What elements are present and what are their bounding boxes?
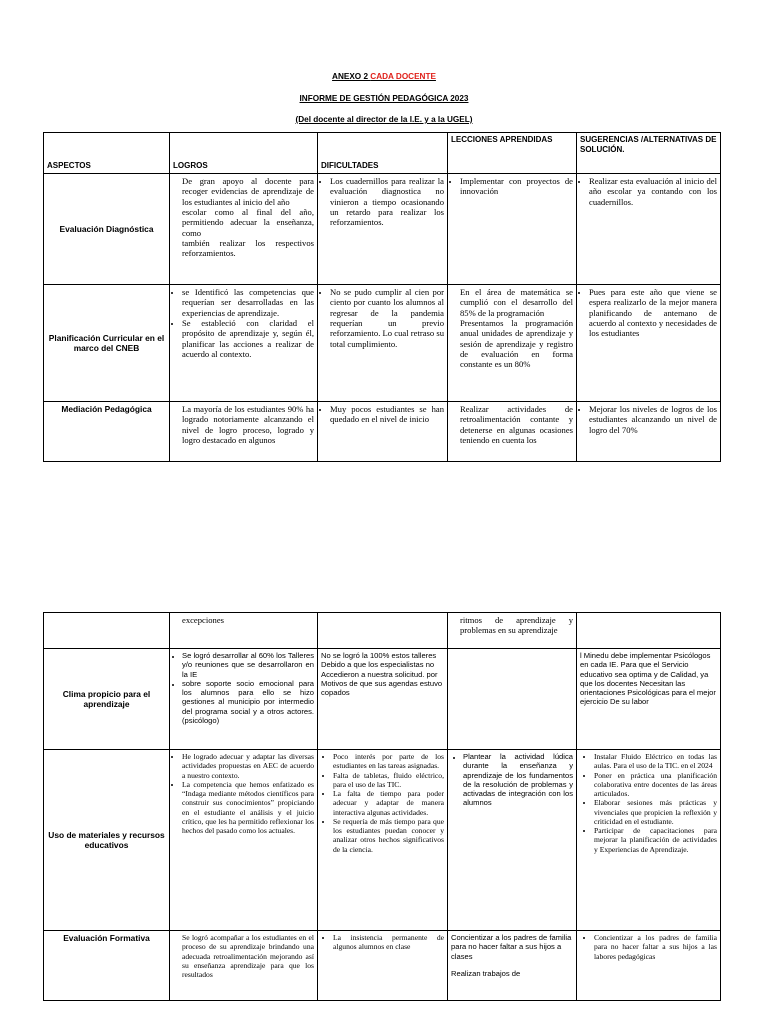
sugerencias-cell xyxy=(577,613,721,649)
dificultades-cell xyxy=(318,931,448,1001)
list-item: • se Identificó las competencias que requerían ser desarrolladas en las experiencias de aprendizaje. xyxy=(182,287,314,318)
list-item: • La insistencia permanente de algunos alumnos en clase xyxy=(333,933,444,952)
lecciones-cell xyxy=(448,285,577,402)
dificultades-cell xyxy=(318,750,448,931)
list-item: • Mejorar los niveles de logros de los estudiantes alcanzando un nivel de logro del 70% xyxy=(589,404,717,435)
sugerencias-cell xyxy=(577,285,721,402)
list-item: • Se estableció con claridad el propósito de aprendizaje y, según él, planificar las acciones a realizar de acuerdo al contexto. xyxy=(182,318,314,359)
list-item: • La mayoría de los estudiantes 90% ha logrado notoriamente alcanzando el nivel de logro proceso, logrado y logro destacado en algunos xyxy=(182,404,314,445)
list-item: • sobre soporte socio emocional para los alumnos para ello se hizo gestiones al municipio por intermedio del programa social y a otros actores. (psicólogo) xyxy=(182,679,314,725)
aspect-cell xyxy=(44,613,170,649)
logros-cell xyxy=(170,402,318,462)
col-dificultades: DIFICULTADES xyxy=(318,133,448,174)
aspect-cell: Evaluación Diagnóstica xyxy=(44,174,170,285)
logros-cell xyxy=(170,174,318,285)
aspect-cell: Planificación Curricular en el marco del CNEB xyxy=(44,285,170,402)
report-table-2 xyxy=(43,612,721,1001)
list-item: • Plantear la actividad lúdica durante la enseñanza y aprendizaje de los fundamentos de la resolución de problemas y activadas de integración con los alumnos xyxy=(463,752,573,808)
table-header-row xyxy=(44,133,721,174)
aspect-cell: Uso de materiales y recursos educativos xyxy=(44,750,170,931)
list-item: • En el área de matemática se cumplió con el desarrollo del 85% de la programación xyxy=(460,287,573,318)
list-item: • Poco interés por parte de los estudiantes en las tareas asignadas. xyxy=(333,752,444,771)
list-item: • Concientizar a los padres de familia para no hacer faltar a sus hijos a las labores pedagógicas xyxy=(594,933,717,961)
list-item: • escolar como al final del año, permitiendo adecuar la enseñanza, como xyxy=(182,207,314,238)
list-item: • No se pudo cumplir al cien por ciento por cuanto los alumnos al regresar de la pandemia requerían un previo reforzamiento. Lo cual retraso su total cumplimiento. xyxy=(330,287,444,349)
dificultades-cell xyxy=(318,613,448,649)
lecciones-cell xyxy=(448,174,577,285)
logros-cell: excepciones xyxy=(170,613,318,649)
dificultades-cell xyxy=(318,174,448,285)
lecciones-cell xyxy=(448,931,577,1001)
logros-cell xyxy=(170,750,318,931)
list-item: • Presentamos la programación anual unidades de aprendizaje y sesión de aprendizaje y registro de evaluación en forma constante es un 80% xyxy=(460,318,573,370)
lecciones-cell: ritmos de aprendizaje y problemas en su aprendizaje xyxy=(448,613,577,649)
annex-title xyxy=(0,72,768,81)
dificultades-cell: No se logró la 100% estos talleres Debido a que los especialistas no Accedieron a nuestra solicitud. por Motivos de que sus agendas estuvo copados xyxy=(318,649,448,750)
col-aspectos: ASPECTOS xyxy=(44,133,170,174)
table-row xyxy=(44,402,721,462)
list-item: • De gran apoyo al docente para recoger evidencias de aprendizaje de los estudiantes al inicio del año xyxy=(182,176,314,207)
sugerencias-cell: l Minedu debe implementar Psicólogos en cada IE. Para que el Servicio educativo sea optima y de Calidad, ya que los docentes Necesitan las orientaciones Psicológicas para el mejor ejercicio De su labor xyxy=(577,649,721,750)
report-table-1 xyxy=(43,132,721,462)
logros-cell xyxy=(170,649,318,750)
list-item: • Se logró acompañar a los estudiantes en el proceso de su aprendizaje brindando una adecuada retroalimentación mejorando así su enseñanza aprendizaje para que los resultados xyxy=(182,933,314,979)
annex-prefix: ANEXO 2 xyxy=(332,72,371,81)
sugerencias-cell xyxy=(577,750,721,931)
logros-cell xyxy=(170,285,318,402)
list-item: • Poner en práctica una planificación colaborativa entre docentes de las áreas articulados. xyxy=(594,771,717,799)
dificultades-cell xyxy=(318,402,448,462)
list-item: • Realizar actividades de retroalimentación contante y detenerse en algunas ocasiones teniendo en cuenta los xyxy=(460,404,573,445)
logros-cell xyxy=(170,931,318,1001)
col-lecciones: LECCIONES APRENDIDAS xyxy=(448,133,577,174)
list-item: • He logrado adecuar y adaptar las diversas actividades propuestas en AEC de acuerdo a nuestro contexto. xyxy=(182,752,314,780)
table-row xyxy=(44,931,721,1001)
lecciones-paragraph: Concientizar a los padres de familia para no hacer faltar a sus hijos a clases xyxy=(451,933,572,961)
table-row xyxy=(44,174,721,285)
lecciones-cell xyxy=(448,649,577,750)
aspect-cell: Mediación Pedagógica xyxy=(44,402,170,462)
lecciones-paragraph: Realizan trabajos de xyxy=(451,968,521,978)
list-item: • Participar de capacitaciones para mejorar la planificación de actividades y Experiencias de Aprendizaje. xyxy=(594,826,717,854)
sugerencias-cell xyxy=(577,174,721,285)
list-item: • Elaborar sesiones más prácticas y vivenciales que propicien la reflexión y criticidad en el estudiante. xyxy=(594,798,717,826)
list-item: • Los cuadernillos para realizar la evaluación diagnostica no vinieron a tiempo ocasionando un retardo para realizar los reforzamientos. xyxy=(330,176,444,228)
annex-suffix: CADA DOCENTE xyxy=(370,72,436,81)
table-row xyxy=(44,649,721,750)
dificultades-cell xyxy=(318,285,448,402)
col-sugerencias: SUGERENCIAS /ALTERNATIVAS DE SOLUCIÓN. xyxy=(577,133,721,174)
list-item: • Realizar esta evaluación al inicio del año escolar ya contando con los cuadernillos. xyxy=(589,176,717,207)
lecciones-cell xyxy=(448,402,577,462)
table-row xyxy=(44,613,721,649)
list-item: • Se logró desarrollar al 60% los Talleres y/o reuniones que se desarrollaron en la IE xyxy=(182,651,314,679)
table-row xyxy=(44,750,721,931)
report-subtitle: (Del docente al director de la I.E. y a la UGEL) xyxy=(295,115,473,124)
report-title: INFORME DE GESTIÓN PEDAGÓGICA 2023 xyxy=(299,94,469,103)
list-item: • Pues para este año que viene se espera realizarlo de la mejor manera planificando de antemano de acuerdo al contexto y necesidades de los estudiantes xyxy=(589,287,717,339)
list-item: • La falta de tiempo para poder adecuar y adaptar de manera interactiva algunas actividades. xyxy=(333,789,444,817)
col-logros: LOGROS xyxy=(170,133,318,174)
list-item: • Implementar con proyectos de innovación xyxy=(460,176,573,197)
list-item: • Instalar Fluido Eléctrico en todas las aulas. Para el uso de la TIC. en el 2024 xyxy=(594,752,717,771)
table-row xyxy=(44,285,721,402)
list-item: • Falta de tabletas, fluido eléctrico, para el uso de las TIC. xyxy=(333,771,444,790)
lecciones-cell xyxy=(448,750,577,931)
list-item: • La competencia que hemos enfatizado es “Indaga mediante métodos científicos para construir sus conocimientos” propiciando en el estudiante el análisis y el juicio crítico, que les ha permitido reflexionar los hechos del pasado como los actuales. xyxy=(182,780,314,836)
list-item: • Muy pocos estudiantes se han quedado en el nivel de inicio xyxy=(330,404,444,425)
sugerencias-cell xyxy=(577,402,721,462)
aspect-cell: Clima propicio para el aprendizaje xyxy=(44,649,170,750)
aspect-cell: Evaluación Formativa xyxy=(44,931,170,1001)
list-item: • también realizar los respectivos reforzamientos. xyxy=(182,238,314,259)
sugerencias-cell xyxy=(577,931,721,1001)
list-item: • Se requería de más tiempo para que los estudiantes puedan conocer y analizar otros hechos significativos de la ciencia. xyxy=(333,817,444,854)
